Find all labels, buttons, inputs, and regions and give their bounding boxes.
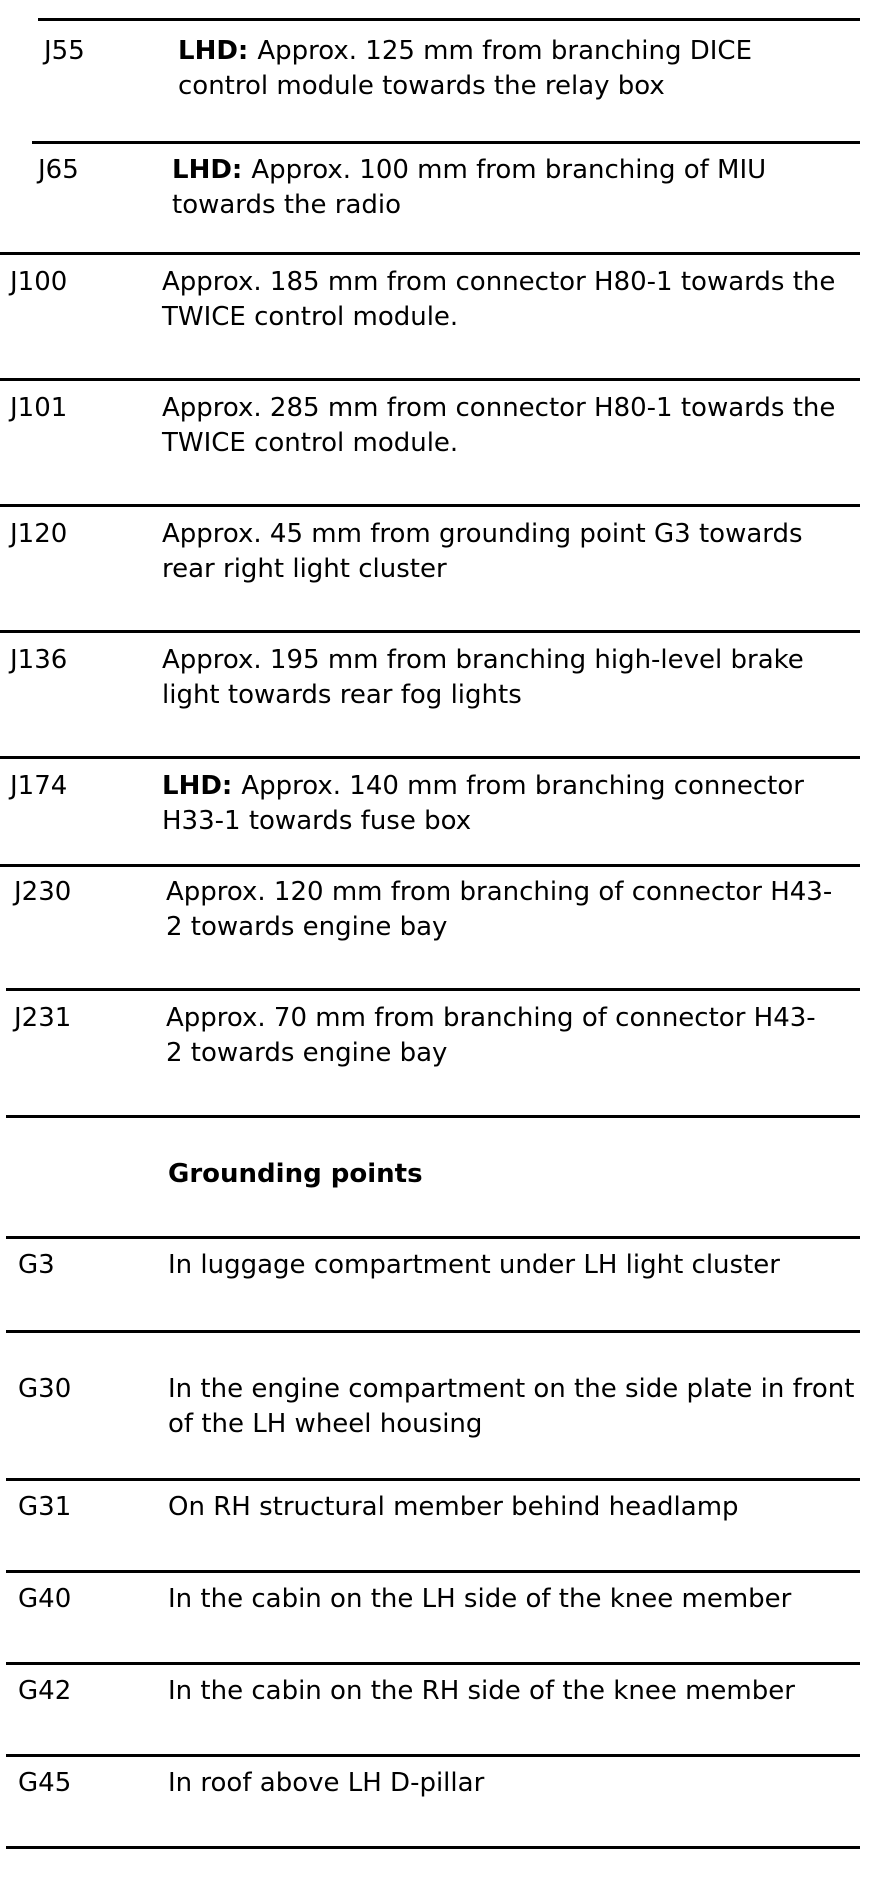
row-text: In the cabin on the LH side of the knee member <box>168 1584 792 1614</box>
row-text: Approx. 100 mm from branching of MIU towards the radio <box>172 155 767 220</box>
row-description <box>162 517 812 587</box>
row-id: G30 <box>18 1374 72 1404</box>
table-rule <box>0 504 860 507</box>
row-description <box>162 643 812 713</box>
row-description <box>162 769 812 839</box>
lhd-prefix: LHD: <box>178 36 258 66</box>
row-description <box>168 1582 868 1617</box>
table-rule <box>0 378 860 381</box>
row-text: Approx. 285 mm from connector H80-1 towards the TWICE control module. <box>162 393 836 458</box>
row-id: G31 <box>18 1492 72 1522</box>
row-id: G40 <box>18 1584 72 1614</box>
row-id: G3 <box>18 1250 55 1280</box>
table-rule <box>0 630 860 633</box>
row-description <box>168 1766 858 1801</box>
lhd-prefix: LHD: <box>162 771 242 801</box>
row-text: In roof above LH D-pillar <box>168 1768 485 1798</box>
row-text: Approx. 185 mm from connector H80-1 towards the TWICE control module. <box>162 267 836 332</box>
table-rule <box>0 252 860 255</box>
row-id: G45 <box>18 1768 72 1798</box>
row-text: Approx. 195 mm from branching high-level brake light towards rear fog lights <box>162 645 804 710</box>
row-id: J65 <box>38 155 79 185</box>
table-rule <box>6 1846 860 1849</box>
row-description <box>168 1372 858 1442</box>
row-id: J100 <box>10 267 68 297</box>
table-rule <box>0 756 860 759</box>
table-rule <box>6 1236 860 1239</box>
row-text: On RH structural member behind headlamp <box>168 1492 739 1522</box>
row-text: Approx. 125 mm from branching DICE control module towards the relay box <box>178 36 752 101</box>
row-id: J231 <box>14 1003 72 1033</box>
row-id: J55 <box>44 36 85 66</box>
row-text: Approx. 120 mm from branching of connector H43-2 towards engine bay <box>166 877 833 942</box>
table-rule <box>6 1330 860 1333</box>
table-rule <box>0 864 860 867</box>
row-id: J174 <box>10 771 68 801</box>
row-description <box>162 391 852 461</box>
row-text: Approx. 45 mm from grounding point G3 towards rear right light cluster <box>162 519 803 584</box>
row-description <box>166 875 846 945</box>
section-title: Grounding points <box>168 1159 423 1189</box>
row-description <box>168 1490 858 1525</box>
table-rule <box>6 988 860 991</box>
table-rule <box>6 1115 860 1118</box>
table-rule <box>32 141 860 144</box>
row-id: G42 <box>18 1676 72 1706</box>
row-description <box>168 1674 868 1709</box>
table-rule <box>6 1662 860 1665</box>
row-text: In the cabin on the RH side of the knee member <box>168 1676 795 1706</box>
row-id: J136 <box>10 645 68 675</box>
table-rule <box>38 18 860 21</box>
row-id: J230 <box>14 877 72 907</box>
row-description <box>166 1001 826 1071</box>
table-rule <box>6 1754 860 1757</box>
row-description <box>178 34 848 104</box>
row-description <box>162 265 852 335</box>
row-text: In luggage compartment under LH light cluster <box>168 1250 780 1280</box>
table-rule <box>6 1570 860 1573</box>
row-id: J120 <box>10 519 68 549</box>
row-description <box>172 153 848 223</box>
row-text: Approx. 70 mm from branching of connector H43-2 towards engine bay <box>166 1003 816 1068</box>
lhd-prefix: LHD: <box>172 155 252 185</box>
row-id: J101 <box>10 393 68 423</box>
row-description <box>168 1248 858 1283</box>
row-text: Approx. 140 mm from branching connector H33-1 towards fuse box <box>162 771 804 836</box>
row-text: In the engine compartment on the side plate in front of the LH wheel housing <box>168 1374 855 1439</box>
table-rule <box>6 1478 860 1481</box>
